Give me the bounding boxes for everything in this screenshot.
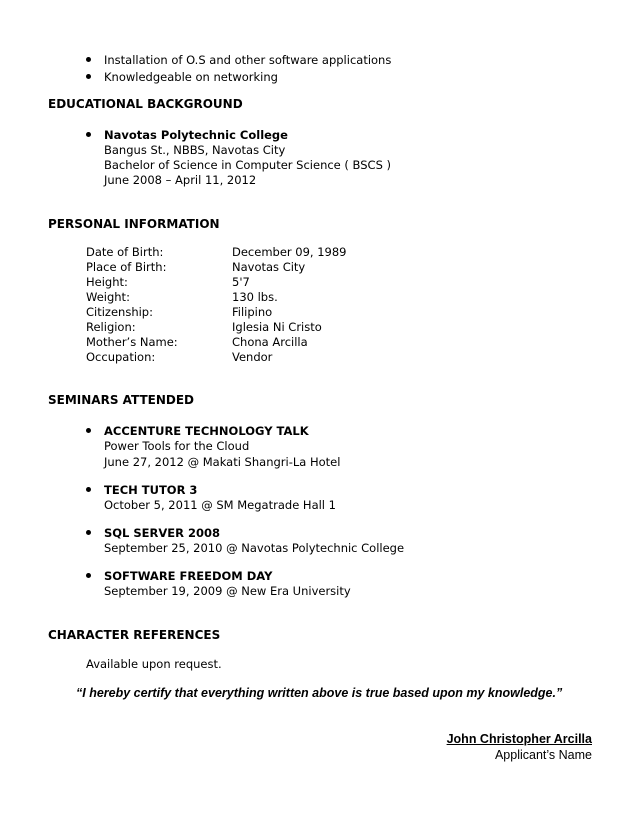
applicant-name-label: Applicant’s Name <box>494 748 592 762</box>
personal-label: Date of Birth: <box>86 245 164 259</box>
personal-label: Weight: <box>86 290 130 304</box>
personal-label: Mother’s Name: <box>86 335 178 349</box>
school-name: Navotas Polytechnic College <box>104 128 288 142</box>
personal-value: Chona Arcilla <box>232 335 308 349</box>
personal-label: Occupation: <box>86 350 156 364</box>
seminar-title: SOFTWARE FREEDOM DAY <box>104 569 273 583</box>
skill-item: Installation of O.S and other software applications <box>104 53 392 67</box>
seminar-title: SQL SERVER 2008 <box>104 526 221 540</box>
personal-value: Vendor <box>232 350 273 364</box>
skill-item: Knowledgeable on networking <box>104 70 278 84</box>
seminar-detail: June 27, 2012 @ Makati Shangri-La Hotel <box>104 455 341 469</box>
bullet-icon <box>86 573 91 578</box>
applicant-name: John Christopher Arcilla <box>446 732 592 746</box>
seminar-title: TECH TUTOR 3 <box>104 483 198 497</box>
bullet-icon <box>86 132 91 137</box>
personal-value: 130 lbs. <box>232 290 278 304</box>
personal-value: December 09, 1989 <box>232 245 347 259</box>
certification-statement: “I hereby certify that everything written above is true based upon my knowledge.” <box>76 686 563 700</box>
seminar-detail: September 19, 2009 @ New Era University <box>104 584 351 598</box>
education-dates: June 2008 – April 11, 2012 <box>104 173 257 187</box>
references-heading: CHARACTER REFERENCES <box>48 628 221 642</box>
seminar-detail: Power Tools for the Cloud <box>104 439 250 453</box>
bullet-icon <box>86 74 91 79</box>
education-heading: EDUCATIONAL BACKGROUND <box>48 97 243 111</box>
seminars-heading: SEMINARS ATTENDED <box>48 393 194 407</box>
bullet-icon <box>86 428 91 433</box>
seminar-title: ACCENTURE TECHNOLOGY TALK <box>104 424 309 438</box>
seminar-detail: October 5, 2011 @ SM Megatrade Hall 1 <box>104 498 336 512</box>
degree: Bachelor of Science in Computer Science ( BSCS ) <box>104 158 392 172</box>
personal-value: Filipino <box>232 305 273 319</box>
seminar-detail: September 25, 2010 @ Navotas Polytechnic College <box>104 541 405 555</box>
bullet-icon <box>86 530 91 535</box>
personal-heading: PERSONAL INFORMATION <box>48 217 220 231</box>
bullet-icon <box>86 487 91 492</box>
personal-label: Religion: <box>86 320 136 334</box>
personal-value: 5'7 <box>232 275 250 289</box>
personal-label: Citizenship: <box>86 305 153 319</box>
school-address: Bangus St., NBBS, Navotas City <box>104 143 286 157</box>
bullet-icon <box>86 57 91 62</box>
personal-value: Navotas City <box>232 260 306 274</box>
personal-value: Iglesia Ni Cristo <box>232 320 322 334</box>
personal-label: Place of Birth: <box>86 260 167 274</box>
personal-label: Height: <box>86 275 128 289</box>
references-text: Available upon request. <box>86 657 222 671</box>
